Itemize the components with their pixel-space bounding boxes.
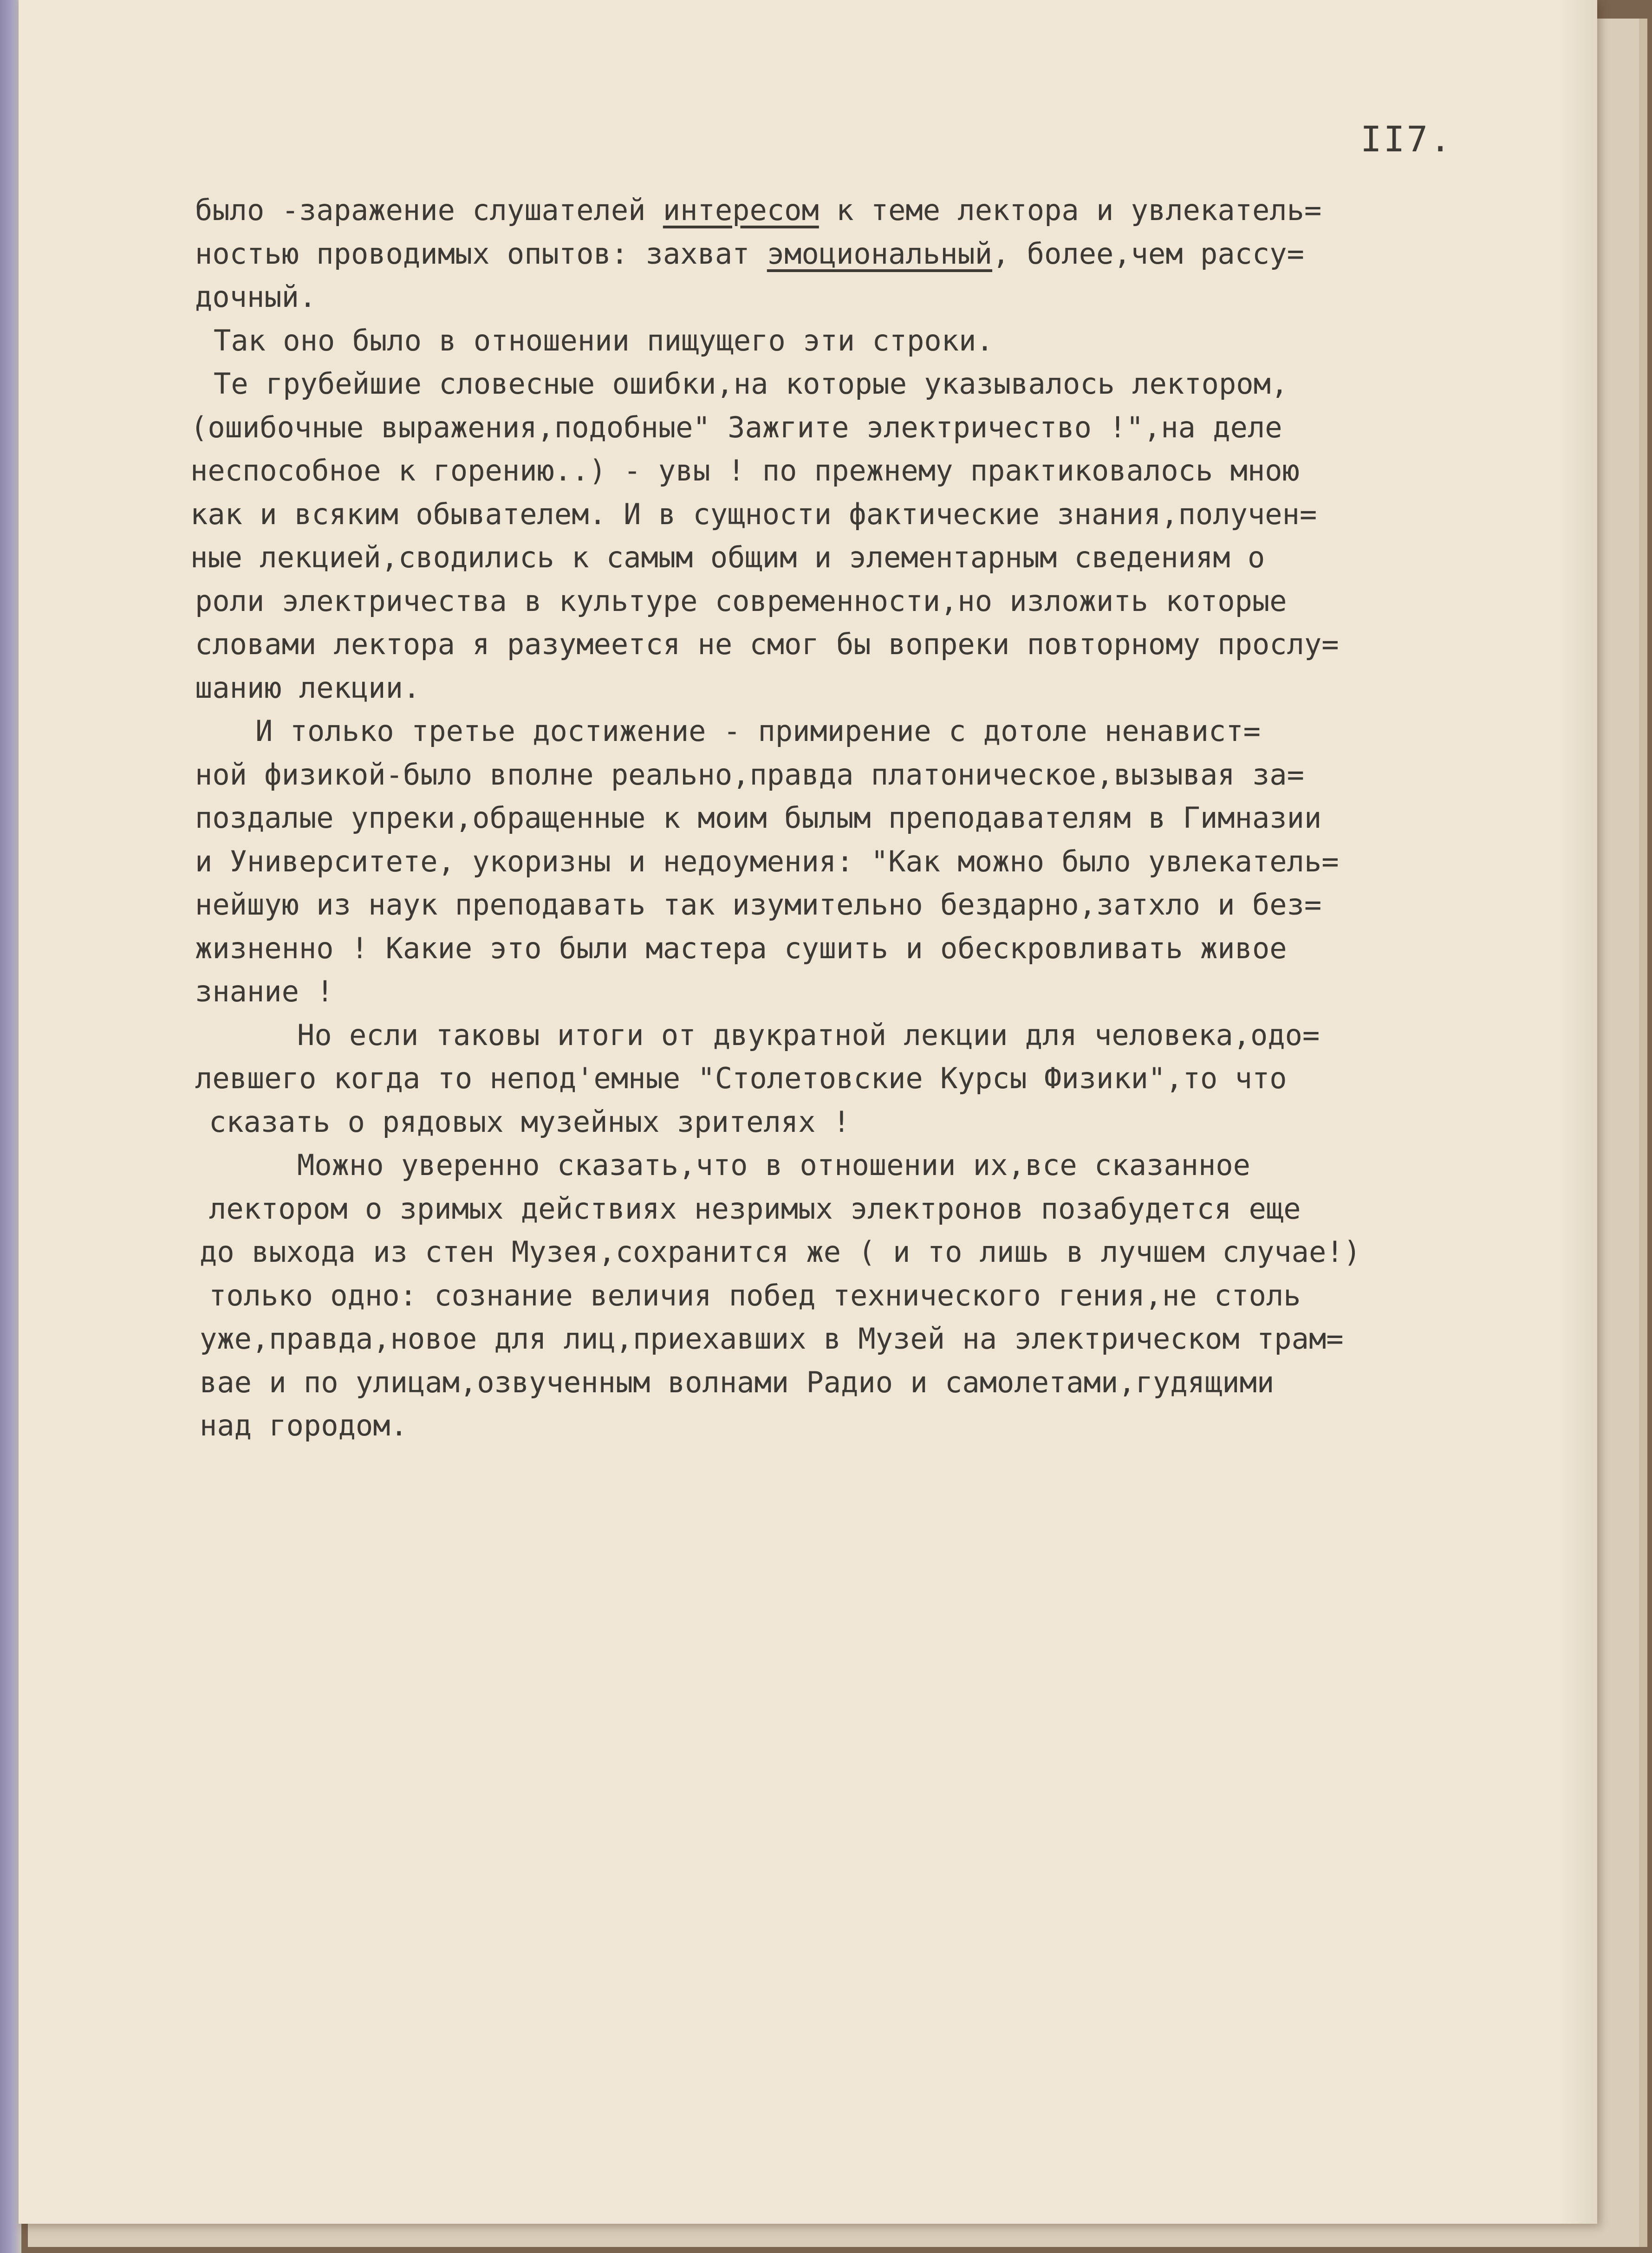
text-segment: вае и по улицам,озвученным волнами Радио и самолетами,гудящими: [200, 1365, 1275, 1399]
text-line: [200, 1409, 408, 1442]
text-line: [195, 1061, 1287, 1095]
text-segment: шанию лекции.: [195, 670, 421, 705]
text-segment: к теме лектора и увлекатель=: [819, 193, 1322, 227]
text-line: [195, 801, 1322, 835]
text-line: [214, 367, 1288, 401]
text-segment: как и всяким обывателем. И в сущности фактические знания,получен=: [190, 497, 1317, 531]
text-line: [200, 1365, 1275, 1399]
text-line: [190, 497, 1317, 531]
text-line: [195, 193, 1322, 227]
text-segment: , более,чем рассу=: [992, 236, 1304, 271]
underlined-word: интересом: [663, 193, 819, 227]
page-edge-shadow: [1560, 0, 1597, 2224]
text-segment: сказать о рядовых музейных зрителях !: [209, 1104, 851, 1139]
text-line: [195, 627, 1339, 661]
text-segment: словами лектора я разумеется не смог бы вопреки повторному прослу=: [195, 627, 1339, 661]
text-segment: ные лекцией,сводились к самым общим и элементарным сведениям о: [190, 540, 1265, 574]
text-segment: нейшую из наук преподавать так изумительно бездарно,затхло и без=: [195, 888, 1322, 922]
text-line: [200, 1235, 1361, 1269]
text-line: [214, 323, 994, 357]
text-line: [200, 1322, 1344, 1356]
text-segment: и Университете, укоризны и недоумения: "Как можно было увлекатель=: [195, 844, 1339, 878]
text-segment: Те грубейшие словесные ошибки,на которые указывалось лектором,: [214, 367, 1288, 401]
text-line: [209, 1278, 1301, 1312]
text-segment: только одно: сознание величия побед технического гения,не столь: [209, 1278, 1301, 1312]
text-line: [195, 280, 317, 314]
text-segment: ностью проводимых опытов: захват: [195, 236, 767, 271]
text-segment: Так оно было в отношении пищущего эти строки.: [214, 323, 994, 357]
text-line: [209, 1104, 851, 1139]
text-line: [255, 714, 1261, 748]
text-line: [195, 236, 1304, 271]
text-line: [190, 540, 1265, 574]
text-line: [195, 844, 1339, 878]
text-segment: до выхода из стен Музея,сохранится же ( и то лишь в лучшем случае!): [200, 1235, 1361, 1269]
text-segment: над городом.: [200, 1409, 408, 1442]
text-segment: было -заражение слушателей: [195, 193, 663, 227]
text-line: [195, 888, 1322, 922]
underlined-word: эмоциональный: [767, 236, 993, 271]
text-line: [190, 410, 1282, 444]
text-segment: ной физикой-было вполне реально,правда платоническое,вызывая за=: [195, 757, 1304, 792]
text-line: [195, 584, 1287, 618]
text-segment: левшего когда то непод'емные "Столетовские Курсы Физики",то что: [195, 1061, 1287, 1095]
text-segment: Можно уверенно сказать,что в отношении их,все сказанное: [297, 1148, 1250, 1182]
text-line: [297, 1018, 1320, 1052]
text-segment: уже,правда,новое для лиц,приехавших в Музей на электрическом трам=: [200, 1322, 1344, 1356]
text-segment: И только третье достижение - примирение с дотоле ненавист=: [255, 714, 1261, 748]
text-segment: лектором о зримых действиях незримых электронов позабудется еще: [209, 1191, 1301, 1226]
text-line: [190, 454, 1300, 487]
text-segment: знание !: [195, 974, 334, 1008]
text-segment: неспособное к горению..) - увы ! по прежнему практиковалось мною: [190, 454, 1300, 487]
text-line: [297, 1148, 1250, 1182]
text-segment: жизненно ! Какие это были мастера сушить и обескровливать живое: [195, 931, 1287, 965]
text-segment: поздалые упреки,обращенные к моим былым преподавателям в Гимназии: [195, 801, 1322, 835]
text-segment: дочный.: [195, 280, 317, 314]
text-line: [195, 931, 1287, 965]
text-segment: (ошибочные выражения,подобные" Зажгите электричество !",на деле: [190, 410, 1282, 444]
page-number: II7.: [1360, 118, 1453, 160]
text-segment: Но если таковы итоги от двукратной лекции для человека,одо=: [297, 1018, 1320, 1052]
text-segment: роли электричества в культуре современности,но изложить которые: [195, 584, 1287, 618]
text-line: [195, 974, 334, 1008]
text-line: [195, 757, 1304, 792]
text-line: [209, 1191, 1301, 1226]
text-line: [195, 670, 421, 705]
